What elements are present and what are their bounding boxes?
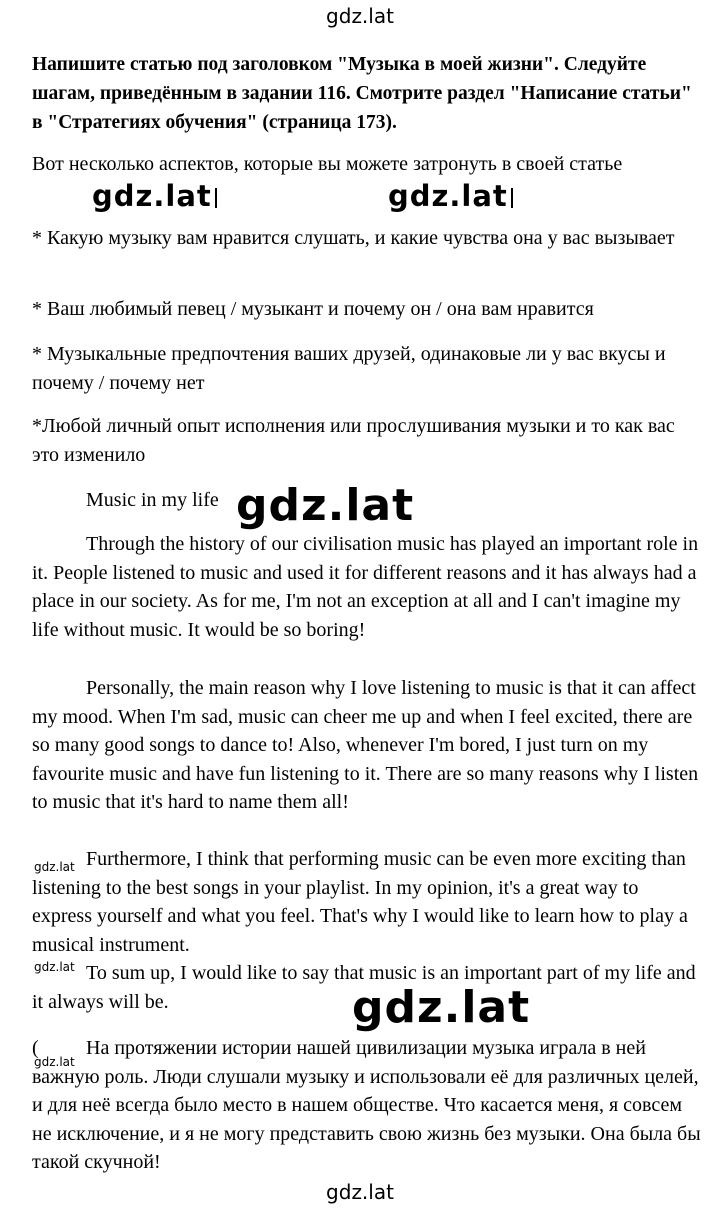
- essay-paragraph: To sum up, I would like to say that music is an important part of my life and it always will be.: [32, 962, 696, 1013]
- essay-title: Music in my life: [86, 489, 219, 511]
- essay-paragraph: Personally, the main reason why I love listening to music is that it can affect my mood. When I'm sad, music can cheer me up and when I feel excited, there are so many good songs to dance to! Also, whenever I'm bored, I just turn on my favourite music and have fun listening to it. There are so many reasons why I listen to music that it's hard to name them all!: [32, 677, 699, 813]
- watermark-small-1: gdz.lat: [34, 860, 75, 874]
- aspect-item: *Любой личный опыт исполнения или прослушивания музыки и то как вас это изменило: [32, 415, 675, 466]
- aspect-item: * Музыкальные предпочтения ваших друзей, одинаковые ли у вас вкусы и почему / почему нет: [32, 343, 666, 394]
- watermark-top: gdz.lat: [326, 4, 394, 28]
- watermark-small-3: gdz.lat: [34, 1055, 75, 1069]
- essay-paragraph: Furthermore, I think that performing music can be even more exciting than listening to the best songs in your playlist. In my opinion, it's a great way to express yourself and what you feel. That's why I would like to learn how to play a musical instrument.: [32, 848, 688, 956]
- watermark-small-2: gdz.lat: [34, 960, 75, 974]
- translation-paragraph: На протяжении истории нашей цивилизации музыка играла в ней важную роль. Люди слушали музыку и использовали её для различных целей, и для неё всегда было место в нашем обществе. Что касается меня, я совсем не исключение, и я не могу представить свою жизнь без музыки. Она была бы такой скучной!: [32, 1037, 701, 1173]
- watermark-large-3: gdz.lat: [236, 480, 415, 531]
- aspect-item: * Ваш любимый певец / музыкант и почему он / она вам нравится: [32, 298, 594, 320]
- watermark-large-1: gdz.lat: [92, 182, 217, 211]
- task-instructions: Напишите статью под заголовком "Музыка в моей жизни". Следуйте шагам, приведённым в задании 116. Смотрите раздел "Написание статьи" в "Стратегиях обучения" (страница 173).: [32, 54, 692, 133]
- translation-open-paren: (: [32, 1037, 39, 1059]
- watermark-bottom: gdz.lat: [326, 1180, 394, 1204]
- essay-paragraph: Through the history of our civilisation music has played an important role in it. People listened to music and used it for different reasons and it has always had a place in our society. As for me, I'm not an exception at all and I can't imagine my life without music. It would be so boring!: [32, 533, 699, 641]
- watermark-large-2: gdz.lat: [388, 182, 513, 211]
- watermark-large-4: gdz.lat: [352, 982, 531, 1033]
- aspect-item: * Какую музыку вам нравится слушать, и какие чувства она у вас вызывает: [32, 227, 675, 249]
- aspects-intro: Вот несколько аспектов, которые вы можете затронуть в своей статье: [32, 153, 623, 175]
